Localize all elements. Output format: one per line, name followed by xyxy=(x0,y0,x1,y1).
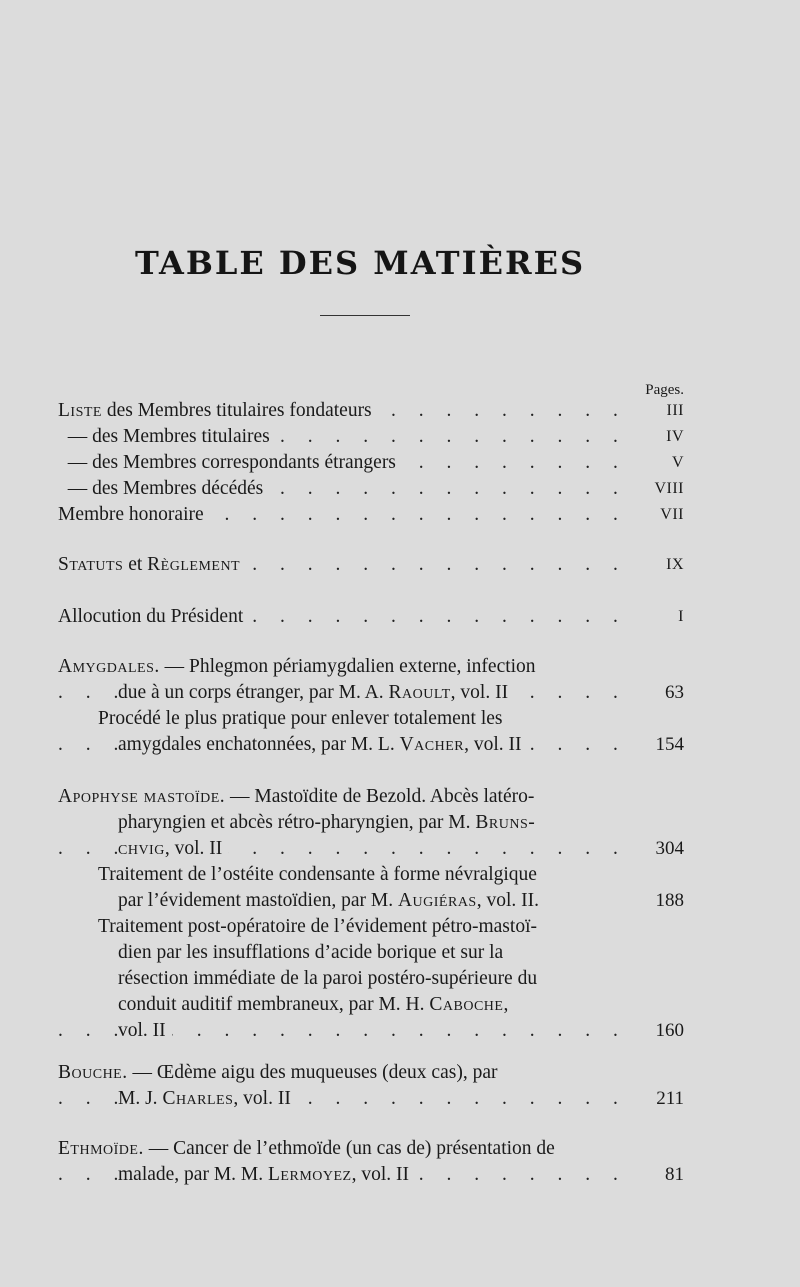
page-number: III xyxy=(628,398,684,424)
page-title: TABLE DES MATIÈRES xyxy=(134,244,586,282)
page-number: IX xyxy=(628,552,684,578)
page-number: 211 xyxy=(628,1086,684,1112)
page-number: 81 xyxy=(628,1162,684,1188)
toc-entry: . . . Membre honoraire VII xyxy=(58,502,684,528)
toc-entry: . . . Liste des Membres titulaires fondateurs III xyxy=(58,398,684,424)
pages-column-label: Pages. xyxy=(645,382,684,398)
page-number: I xyxy=(628,604,684,630)
page-number: 63 xyxy=(628,680,684,706)
toc-entry: . . . — des Membres décédés VIII xyxy=(58,476,684,502)
page-number: 304 xyxy=(628,836,684,862)
page-number: V xyxy=(628,450,684,476)
ethmoide-section: Ethmoïde. — Cancer de l’ethmoïde (un cas de) présentation de . . . malade, par M. M. Lermoyez, vol. II 81 xyxy=(58,1136,684,1188)
apophyse-section: Apophyse mastoïde. — Mastoïdite de Bezold. Abcès latéro- pharyngien et abcès rétro-pharyngien, par M. Bruns- . . . chvig, vol. II 304 Traitement de l’ostéite condensante à forme névralgique par l’évidement mastoïdien, par M. Augiéras, vol. II. 188 Traitement post-opératoire de l’évidement pétro-mastoï- dien par les insufflations d’acide borique et sur la résection immédiate de la paroi postéro-supérieure du conduit auditif membraneux, par M. H. Caboche, . . . vol. II 160 xyxy=(58,784,684,1044)
members-list xyxy=(58,398,684,528)
toc-entry: . . . — des Membres titulaires IV xyxy=(58,424,684,450)
allocution-entry: . . . Allocution du Président I xyxy=(58,604,684,630)
toc-entry: . . . — des Membres correspondants étrangers V xyxy=(58,450,684,476)
page-number: 160 xyxy=(628,1018,684,1044)
bouche-section: Bouche. — Œdème aigu des muqueuses (deux cas), par . . . M. J. Charles, vol. II 211 xyxy=(58,1060,684,1112)
title-rule xyxy=(320,315,410,316)
page-number: 154 xyxy=(628,732,684,758)
page-number: 188 xyxy=(628,888,684,914)
page-number: VIII xyxy=(628,476,684,502)
page-number: VII xyxy=(628,502,684,528)
page-number: IV xyxy=(628,424,684,450)
statuts-entry: . . . Statuts et Règlement IX xyxy=(58,552,684,578)
amygdales-section: Amygdales. — Phlegmon périamygdalien externe, infection . . . due à un corps étranger, par M. A. Raoult, vol. II 63 Procédé le plus pratique pour enlever totalement les . . . amygdales enchatonnées, par M. L. Vacher, vol. II 154 xyxy=(58,654,684,758)
